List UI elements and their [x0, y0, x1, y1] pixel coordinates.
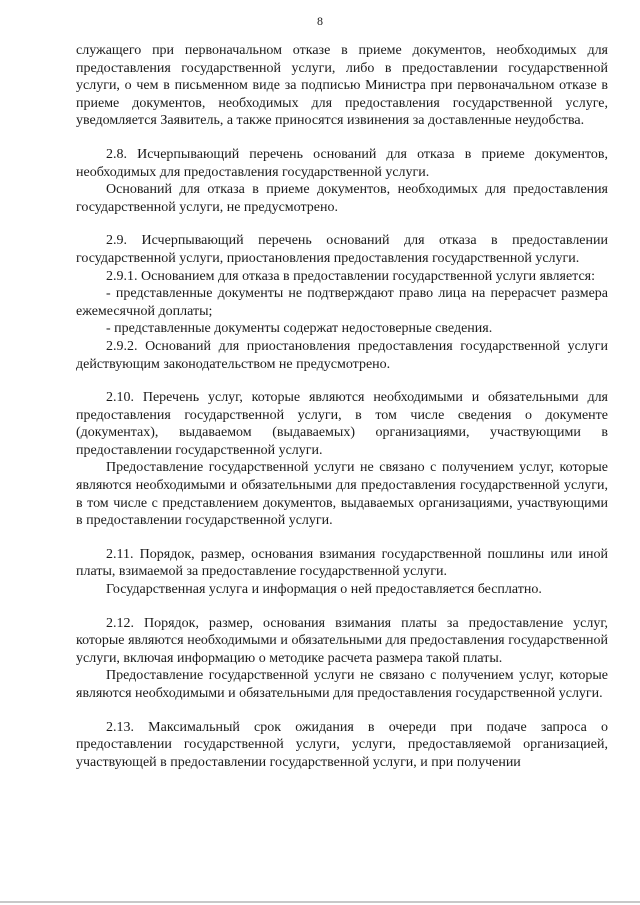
- section-2-11-heading: 2.11. Порядок, размер, основания взимания государственной пошлины или иной платы, взимаемой за предоставление государственной услуги.: [76, 546, 608, 580]
- section-2-11-text: Государственная услуга и информация о ней предоставляется бесплатно.: [106, 582, 542, 598]
- section-2-10-text: Предоставление государственной услуги не связано с получением услуг, которые являются необходимыми и обязательными для предоставления государственной услуги, в том числе с представлением документов, выдаваемых организациями, участвующими в предоставлении государственной услуги.: [76, 460, 608, 529]
- section-2-12-heading: 2.12. Порядок, размер, основания взимания платы за предоставление услуг, которые являются необходимыми и обязательными для предоставления государственной услуги, включая информацию о методике расчета размера такой платы.: [76, 615, 608, 666]
- document-body: [76, 42, 608, 771]
- section-2-8-heading: 2.8. Исчерпывающий перечень оснований для отказа в приеме документов, необходимых для предоставления государственной услуги.: [76, 146, 608, 180]
- section-2-12-text: Предоставление государственной услуги не связано с получением услуг, которые являются необходимыми и обязательными для предоставления государственной услуги.: [76, 668, 608, 701]
- paragraph-continuation: служащего при первоначальном отказе в приеме документов, необходимых для предоставления государственной услуги, либо в предоставлении государственной услуги, о чем в письменном виде за подписью Министра при первоначальном отказе в приеме документов, необходимых для предоставления государственной услуге, уведомляется Заявитель, а также приносятся извинения за доставленные неудобства.: [76, 43, 608, 129]
- section-2-9-1-item-2: - представленные документы содержат недостоверные сведения.: [106, 321, 493, 337]
- page-bottom-edge: [0, 901, 640, 903]
- page-number: 8: [317, 14, 323, 28]
- section-2-8-text: Оснований для отказа в приеме документов, необходимых для предоставления государственной услуги, не предусмотрено.: [76, 182, 608, 215]
- section-2-13-heading: 2.13. Максимальный срок ожидания в очереди при подаче запроса о предоставлении государственной услуги, услуги, предоставляемой организацией, участвующей в предоставлении государственной услуги, и при получении: [76, 719, 608, 770]
- section-2-9-2: 2.9.2. Оснований для приостановления предоставления государственной услуги действующим законодательством не предусмотрено.: [76, 338, 608, 372]
- section-2-9-1-item-1: - представленные документы не подтверждают право лица на перерасчет размера ежемесячной доплаты;: [76, 286, 608, 319]
- section-2-9-1: 2.9.1. Основанием для отказа в предоставлении государственной услуги является:: [106, 268, 596, 284]
- section-2-10-heading: 2.10. Перечень услуг, которые являются необходимыми и обязательными для предоставления государственной услуги, в том числе сведения о документе (документах), выдаваемом (выдаваемых) организациями, участвующими в предоставлении государственной услуги.: [76, 390, 608, 458]
- section-2-9-heading: 2.9. Исчерпывающий перечень оснований для отказа в предоставлении государственной услуги, приостановления предоставления государственной услуги.: [76, 233, 608, 266]
